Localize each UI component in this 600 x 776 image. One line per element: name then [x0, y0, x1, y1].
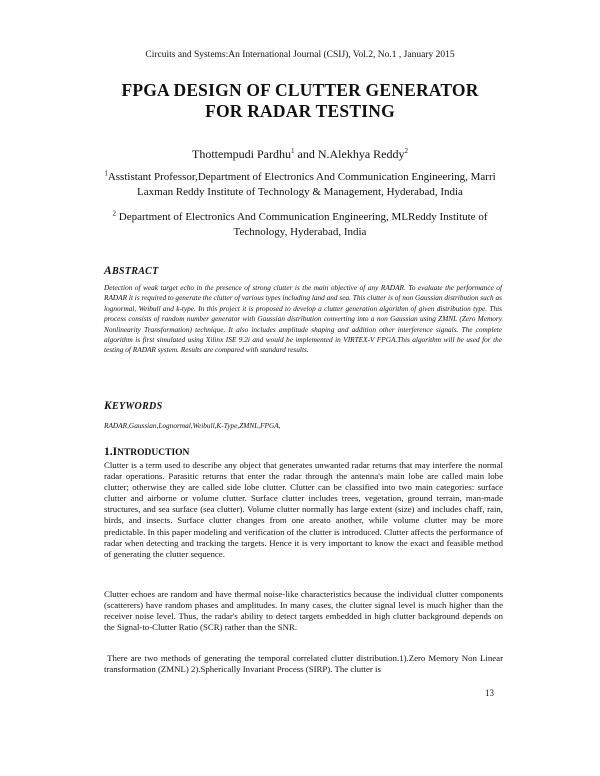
abstract-heading-initial: A: [104, 265, 112, 277]
journal-header: Circuits and Systems:An International Journal (CSIJ), Vol.2, No.1 , January 2015: [145, 50, 455, 60]
introduction-number: 1.: [104, 446, 113, 458]
paper-title: [0, 80, 600, 122]
keywords-heading-initial: K: [104, 400, 112, 412]
author-2: N.Alekhya Reddy: [317, 147, 405, 161]
affiliation-2-text: Department of Electronics And Communication Engineering, MLReddy Institute of Technology, Hyderabad, India: [116, 211, 491, 238]
affiliation-1-text: Asstistant Professor,Department of Electronics And Communication Engineering, Marri Laxman Reddy Institute of Technology & Management, Hyderabad, India: [107, 171, 496, 198]
keywords-text: RADAR,Gaussian,Lognormal,Weibull,K-Type,ZMNL,FPGA,: [104, 421, 281, 430]
intro-paragraph-2: Clutter echoes are random and have thermal noise-like characteristics because the individual clutter components (scatterers) have random phases and amplitudes. In many cases, the clutter signal level is much higher than the receiver noise level. Thus, the radar's ability to detect targets embedded in high clutter background depends on the Signal-to-Clutter Ratio (SCR) rather than the SNR.: [104, 589, 503, 633]
title-line-1: FPGA DESIGN OF CLUTTER GENERATOR: [121, 80, 479, 100]
abstract-heading-rest: BSTRACT: [111, 266, 159, 277]
author-1-sup: 1: [291, 147, 295, 155]
author-2-sup: 2: [404, 147, 408, 155]
introduction-heading-rest: NTRODUCTION: [117, 448, 190, 458]
author-1: Thottempudi Pardhu: [192, 147, 291, 161]
keywords-heading: [104, 400, 162, 412]
author-and: and: [294, 147, 318, 161]
introduction-heading-initial: I: [112, 446, 118, 458]
introduction-heading: [104, 446, 189, 458]
title-line-2: FOR RADAR TESTING: [205, 101, 395, 121]
affiliation-2-sup: 2: [112, 209, 116, 218]
intro-paragraph-1: Clutter is a term used to describe any object that generates unwanted radar returns that may interfere the normal radar operations. Parasitic returns that enter the radar through the antenna's main lobe are called main lobe clutter; otherwise they are called side lobe clutter. Clutter can be classified into two main categories: surface clutter and airborne or volume clutter. Surface clutter includes trees, vegetation, ground terrain, man-made structures, and sea surface (sea clutter). Volume clutter normally has large extent (size) and includes chaff, rain, birds, and insects. Surface clutter changes from one areato another, while volume clutter may be more predictable. In this paper modeling and verification of the clutter is introduced. Clutter affects the performance of radar when detecting and tracking the targets. Hence it is very important to know the exact and feasible method of generating the clutter sequence.: [104, 460, 503, 559]
keywords-heading-rest: EYWORDS: [111, 401, 163, 412]
abstract-text: Detection of weak target echo in the presence of strong clutter is the main objective of any RADAR. To evaluate the performance of RADAR it is required to generate the clutter of various types including land and sea. This clutter is of non Gaussian distribution such as lognormal, Weibull and k-type. In this project it is proposed to develop a clutter generation algorithm of given distribution type. This process consists of random number generator with Gaussian distribution converting into a non Gaussian using ZMNL (Zero Memory Nonlinearity Transformation) technique. It also includes amplitude shaping and addition other interference signals. The complete algorithm is first simulated using Xilinx ISE 9.2i and would be implemented in VIRTEX-V FPGA.This algorithm will be used for the testing of RADAR system. Results are compared with standard results.: [104, 283, 502, 355]
intro-paragraph-3: There are two methods of generating the temporal correlated clutter distribution.1).Zero Memory Non Linear transformation (ZMNL) 2).Spherically Invariant Process (SIRP). The clutter is: [104, 653, 506, 675]
abstract-heading: [104, 265, 159, 277]
affiliation-1-sup: 1: [104, 169, 108, 178]
affiliation-2: [95, 210, 505, 239]
affiliation-1: [95, 170, 505, 199]
author-line: [0, 147, 600, 162]
page-number: 13: [485, 688, 494, 698]
